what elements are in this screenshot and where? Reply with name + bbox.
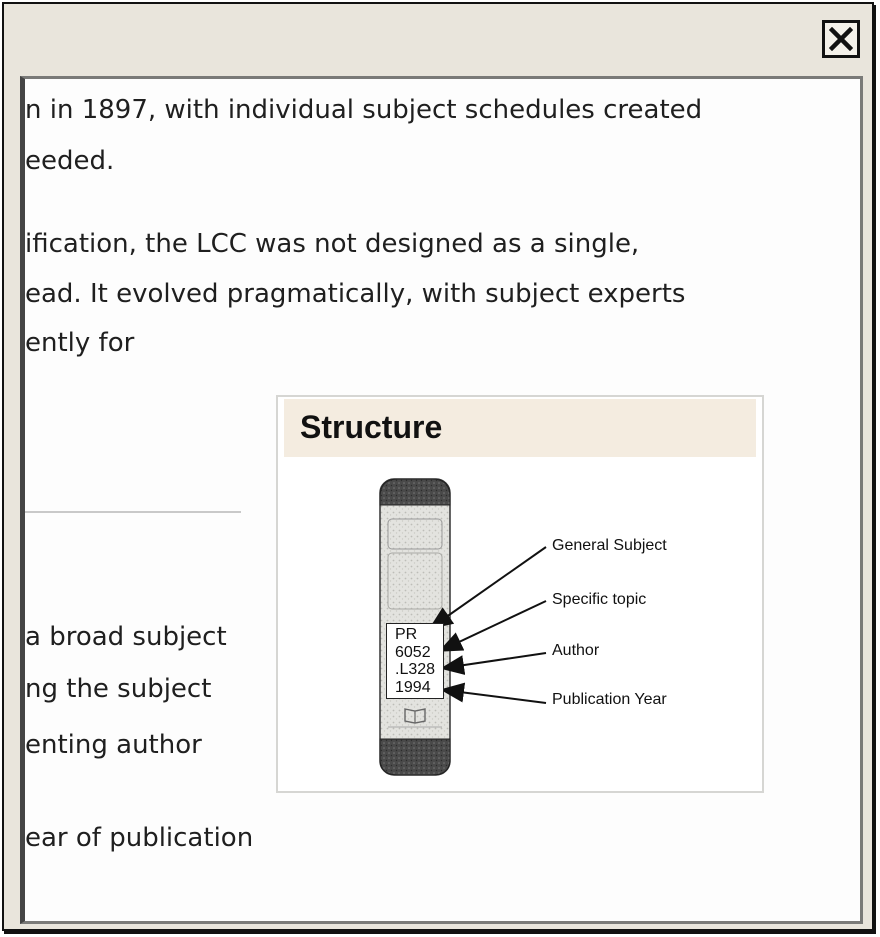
call-number-cutter: .L328 bbox=[395, 661, 436, 678]
list-item: ng the subject bbox=[25, 674, 212, 704]
close-x-icon bbox=[829, 27, 853, 51]
figure-title: Structure bbox=[300, 409, 443, 445]
paragraph-line: ently for bbox=[25, 328, 135, 358]
list-item: ear of publication bbox=[25, 823, 254, 853]
callout-publication-year: Publication Year bbox=[552, 691, 667, 708]
article-content[interactable] bbox=[20, 76, 863, 924]
paragraph-line: ification, the LCC was not designed as a single, bbox=[25, 229, 640, 259]
structure-figure bbox=[276, 395, 764, 793]
paragraph-line: ead. It evolved pragmatically, with subject experts bbox=[25, 279, 686, 309]
section-divider bbox=[25, 511, 241, 513]
callout-specific-topic: Specific topic bbox=[552, 591, 647, 608]
call-number-topic: 6052 bbox=[395, 643, 431, 661]
call-number-class: PR bbox=[395, 626, 418, 643]
paragraph-line: eeded. bbox=[25, 146, 115, 176]
paragraph-line: n in 1897, with individual subject schedules created bbox=[25, 95, 703, 125]
callout-general-subject: General Subject bbox=[552, 537, 667, 554]
call-number-label bbox=[386, 623, 444, 699]
book-spine-illustration bbox=[278, 397, 762, 791]
call-number-year: 1994 bbox=[395, 678, 431, 696]
dialog-window bbox=[2, 2, 874, 931]
close-button[interactable] bbox=[822, 20, 860, 58]
callout-author: Author bbox=[552, 642, 600, 659]
list-item: enting author bbox=[25, 730, 202, 760]
list-item: a broad subject bbox=[25, 622, 227, 652]
